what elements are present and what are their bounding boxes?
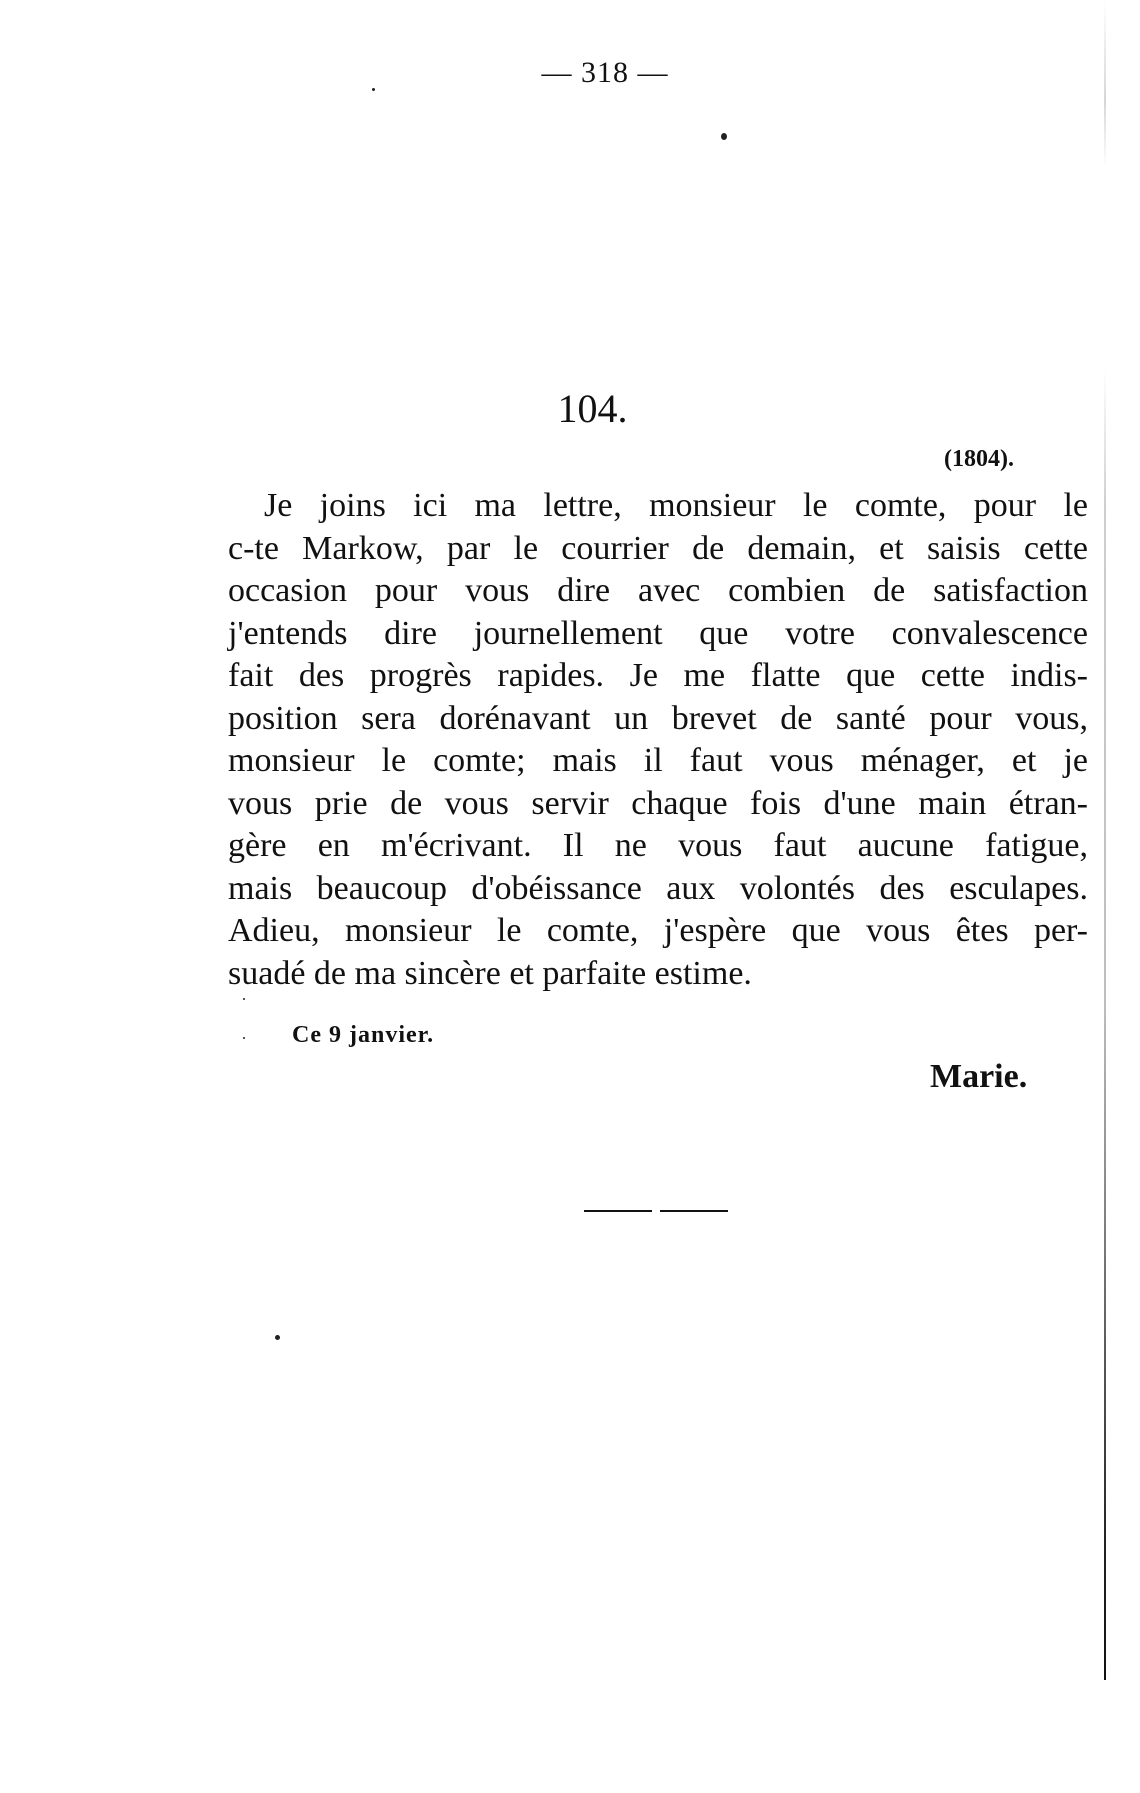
page-edge-shadow xyxy=(1104,0,1106,1680)
body-line: occasion pour vous dire avec combien de satisfaction xyxy=(228,572,1088,609)
letter-signature: Marie. xyxy=(930,1058,1028,1095)
letter-date: Ce 9 janvier. xyxy=(292,1022,435,1048)
ink-speck xyxy=(243,998,245,1000)
body-line: position sera dorénavant un brevet de santé pour vous, xyxy=(228,699,1088,737)
letter-body xyxy=(228,485,1088,995)
ink-speck xyxy=(372,88,375,91)
letter-number: 104. xyxy=(557,386,628,431)
ink-speck xyxy=(243,1037,245,1039)
body-line: Adieu, monsieur le comte, j'espère que vous êtes per- xyxy=(228,912,1088,949)
body-line: mais beaucoup d'obéissance aux volontés des esculapes. xyxy=(228,869,1088,907)
ink-speck xyxy=(275,1335,280,1340)
body-line: fait des progrès rapides. Je me flatte que cette indis- xyxy=(228,657,1088,694)
body-line: monsieur le comte; mais il faut vous ménager, et je xyxy=(228,742,1088,779)
body-line: suadé de ma sincère et parfaite estime. xyxy=(228,954,752,992)
body-line: j'entends dire journellement que votre convalescence xyxy=(228,614,1088,652)
section-end-rule xyxy=(584,1210,729,1212)
body-line: vous prie de vous servir chaque fois d'une main étran- xyxy=(228,784,1088,822)
body-line: c-te Markow, par le courrier de demain, et saisis cette xyxy=(228,529,1088,567)
body-line: gère en m'écrivant. Il ne vous faut aucune fatigue, xyxy=(228,827,1088,864)
page-number: — 318 — xyxy=(541,56,669,89)
body-line: Je joins ici ma lettre, monsieur le comte, pour le xyxy=(264,487,1088,524)
ink-speck xyxy=(721,133,727,140)
letter-year: (1804). xyxy=(944,446,1014,472)
